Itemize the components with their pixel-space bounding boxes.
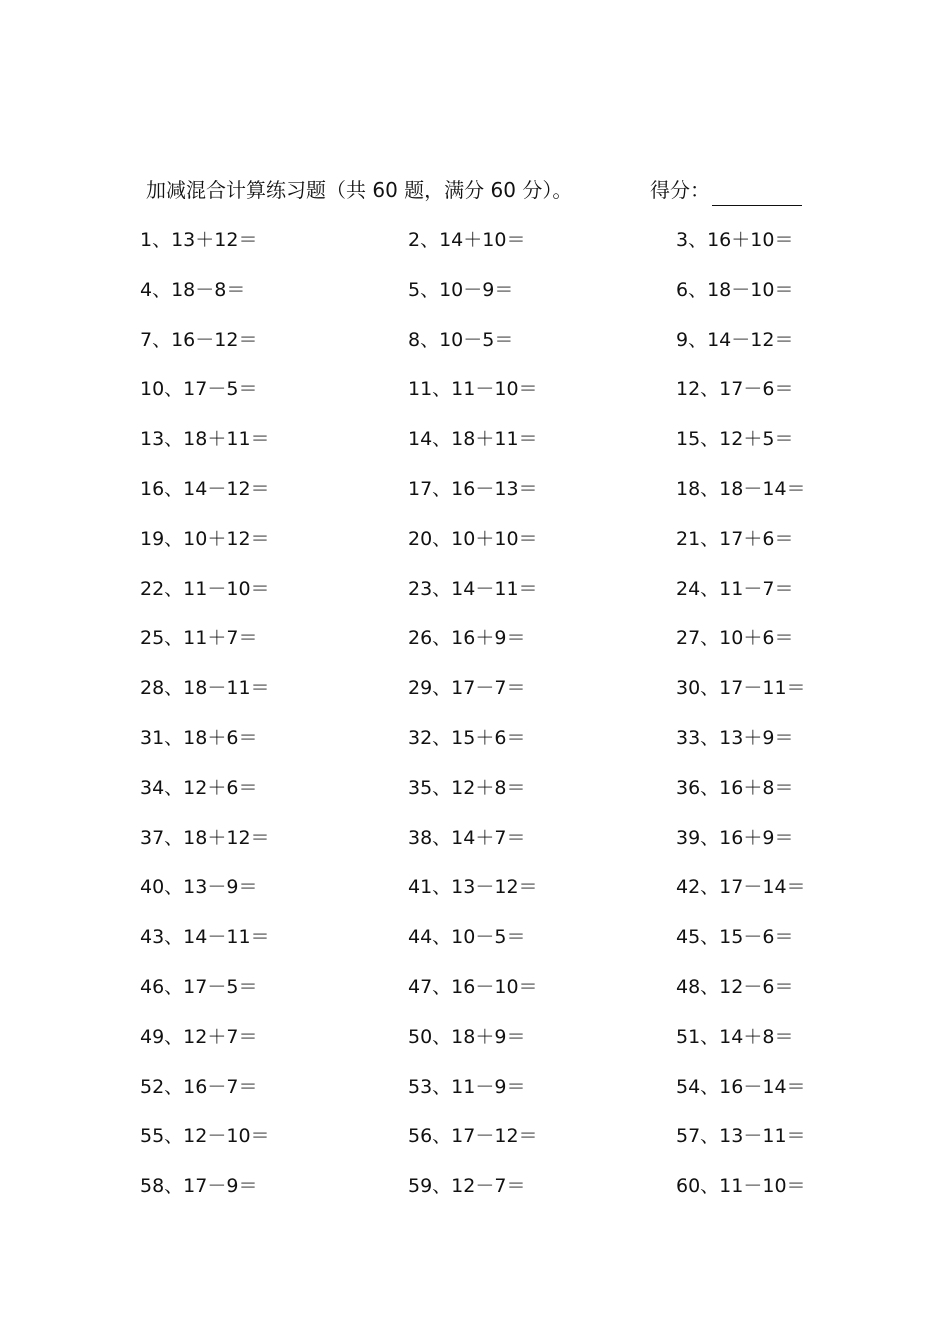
problem-item: 19、10＋12＝ (140, 527, 270, 550)
problem-item: 50、18＋9＝ (408, 1025, 526, 1048)
problem-item: 44、10－5＝ (408, 926, 526, 949)
problem-item: 56、17－12＝ (408, 1125, 538, 1148)
problem-item: 54、16－14＝ (676, 1075, 806, 1098)
problem-item: 57、13－11＝ (676, 1125, 806, 1148)
score-blank[interactable] (712, 181, 802, 206)
problem-item: 21、17＋6＝ (676, 527, 794, 550)
problem-item: 39、16＋9＝ (676, 826, 794, 849)
problem-item: 36、16＋8＝ (676, 776, 794, 799)
problem-item: 55、12－10＝ (140, 1125, 270, 1148)
problem-item: 52、16－7＝ (140, 1075, 258, 1098)
problem-item: 23、14－11＝ (408, 577, 538, 600)
problem-item: 6、18－10＝ (676, 278, 794, 301)
problem-item: 16、14－12＝ (140, 477, 270, 500)
problem-item: 11、11－10＝ (408, 378, 538, 401)
problem-item: 46、17－5＝ (140, 975, 258, 998)
problem-item: 24、11－7＝ (676, 577, 794, 600)
problem-item: 34、12＋6＝ (140, 776, 258, 799)
problem-item: 40、13－9＝ (140, 876, 258, 899)
problem-item: 8、10－5＝ (408, 328, 514, 351)
problem-item: 27、10＋6＝ (676, 627, 794, 650)
problem-item: 33、13＋9＝ (676, 726, 794, 749)
problem-item: 45、15－6＝ (676, 926, 794, 949)
problem-item: 60、11－10＝ (676, 1175, 806, 1198)
problem-item: 32、15＋6＝ (408, 726, 526, 749)
score-label: 得分： (650, 178, 710, 202)
problem-item: 28、18－11＝ (140, 677, 270, 700)
score-field (650, 174, 802, 206)
problem-item: 1、13＋12＝ (140, 229, 258, 251)
problem-item: 7、16－12＝ (140, 328, 258, 351)
problem-item: 29、17－7＝ (408, 677, 526, 700)
problem-item: 31、18＋6＝ (140, 726, 258, 749)
problem-item: 2、14＋10＝ (408, 229, 526, 251)
problem-item: 48、12－6＝ (676, 975, 794, 998)
problem-item: 15、12＋5＝ (676, 428, 794, 451)
problem-item: 13、18＋11＝ (140, 428, 270, 451)
problem-item: 12、17－6＝ (676, 378, 794, 401)
problem-item: 51、14＋8＝ (676, 1025, 794, 1048)
problem-item: 20、10＋10＝ (408, 527, 538, 550)
problem-item: 37、18＋12＝ (140, 826, 270, 849)
problem-item: 58、17－9＝ (140, 1175, 258, 1198)
problem-item: 47、16－10＝ (408, 975, 538, 998)
problem-item: 49、12＋7＝ (140, 1025, 258, 1048)
problem-grid (140, 223, 830, 1219)
problem-item: 5、10－9＝ (408, 278, 514, 301)
problem-item: 38、14＋7＝ (408, 826, 526, 849)
problem-item: 35、12＋8＝ (408, 776, 526, 799)
problem-item: 30、17－11＝ (676, 677, 806, 700)
problem-item: 43、14－11＝ (140, 926, 270, 949)
problem-item: 10、17－5＝ (140, 378, 258, 401)
problem-item: 25、11＋7＝ (140, 627, 258, 650)
problem-item: 26、16＋9＝ (408, 627, 526, 650)
problem-item: 59、12－7＝ (408, 1175, 526, 1198)
problem-item: 17、16－13＝ (408, 477, 538, 500)
worksheet-header (146, 174, 826, 206)
problem-item: 9、14－12＝ (676, 328, 794, 351)
problem-item: 14、18＋11＝ (408, 428, 538, 451)
problem-item: 42、17－14＝ (676, 876, 806, 899)
problem-item: 18、18－14＝ (676, 477, 806, 500)
problem-item: 22、11－10＝ (140, 577, 270, 600)
problem-item: 3、16＋10＝ (676, 229, 794, 251)
problem-item: 4、18－8＝ (140, 278, 246, 301)
problem-item: 41、13－12＝ (408, 876, 538, 899)
problem-item: 53、11－9＝ (408, 1075, 526, 1098)
worksheet-title: 加减混合计算练习题（共 60 题，满分 60 分）。 (146, 178, 573, 202)
